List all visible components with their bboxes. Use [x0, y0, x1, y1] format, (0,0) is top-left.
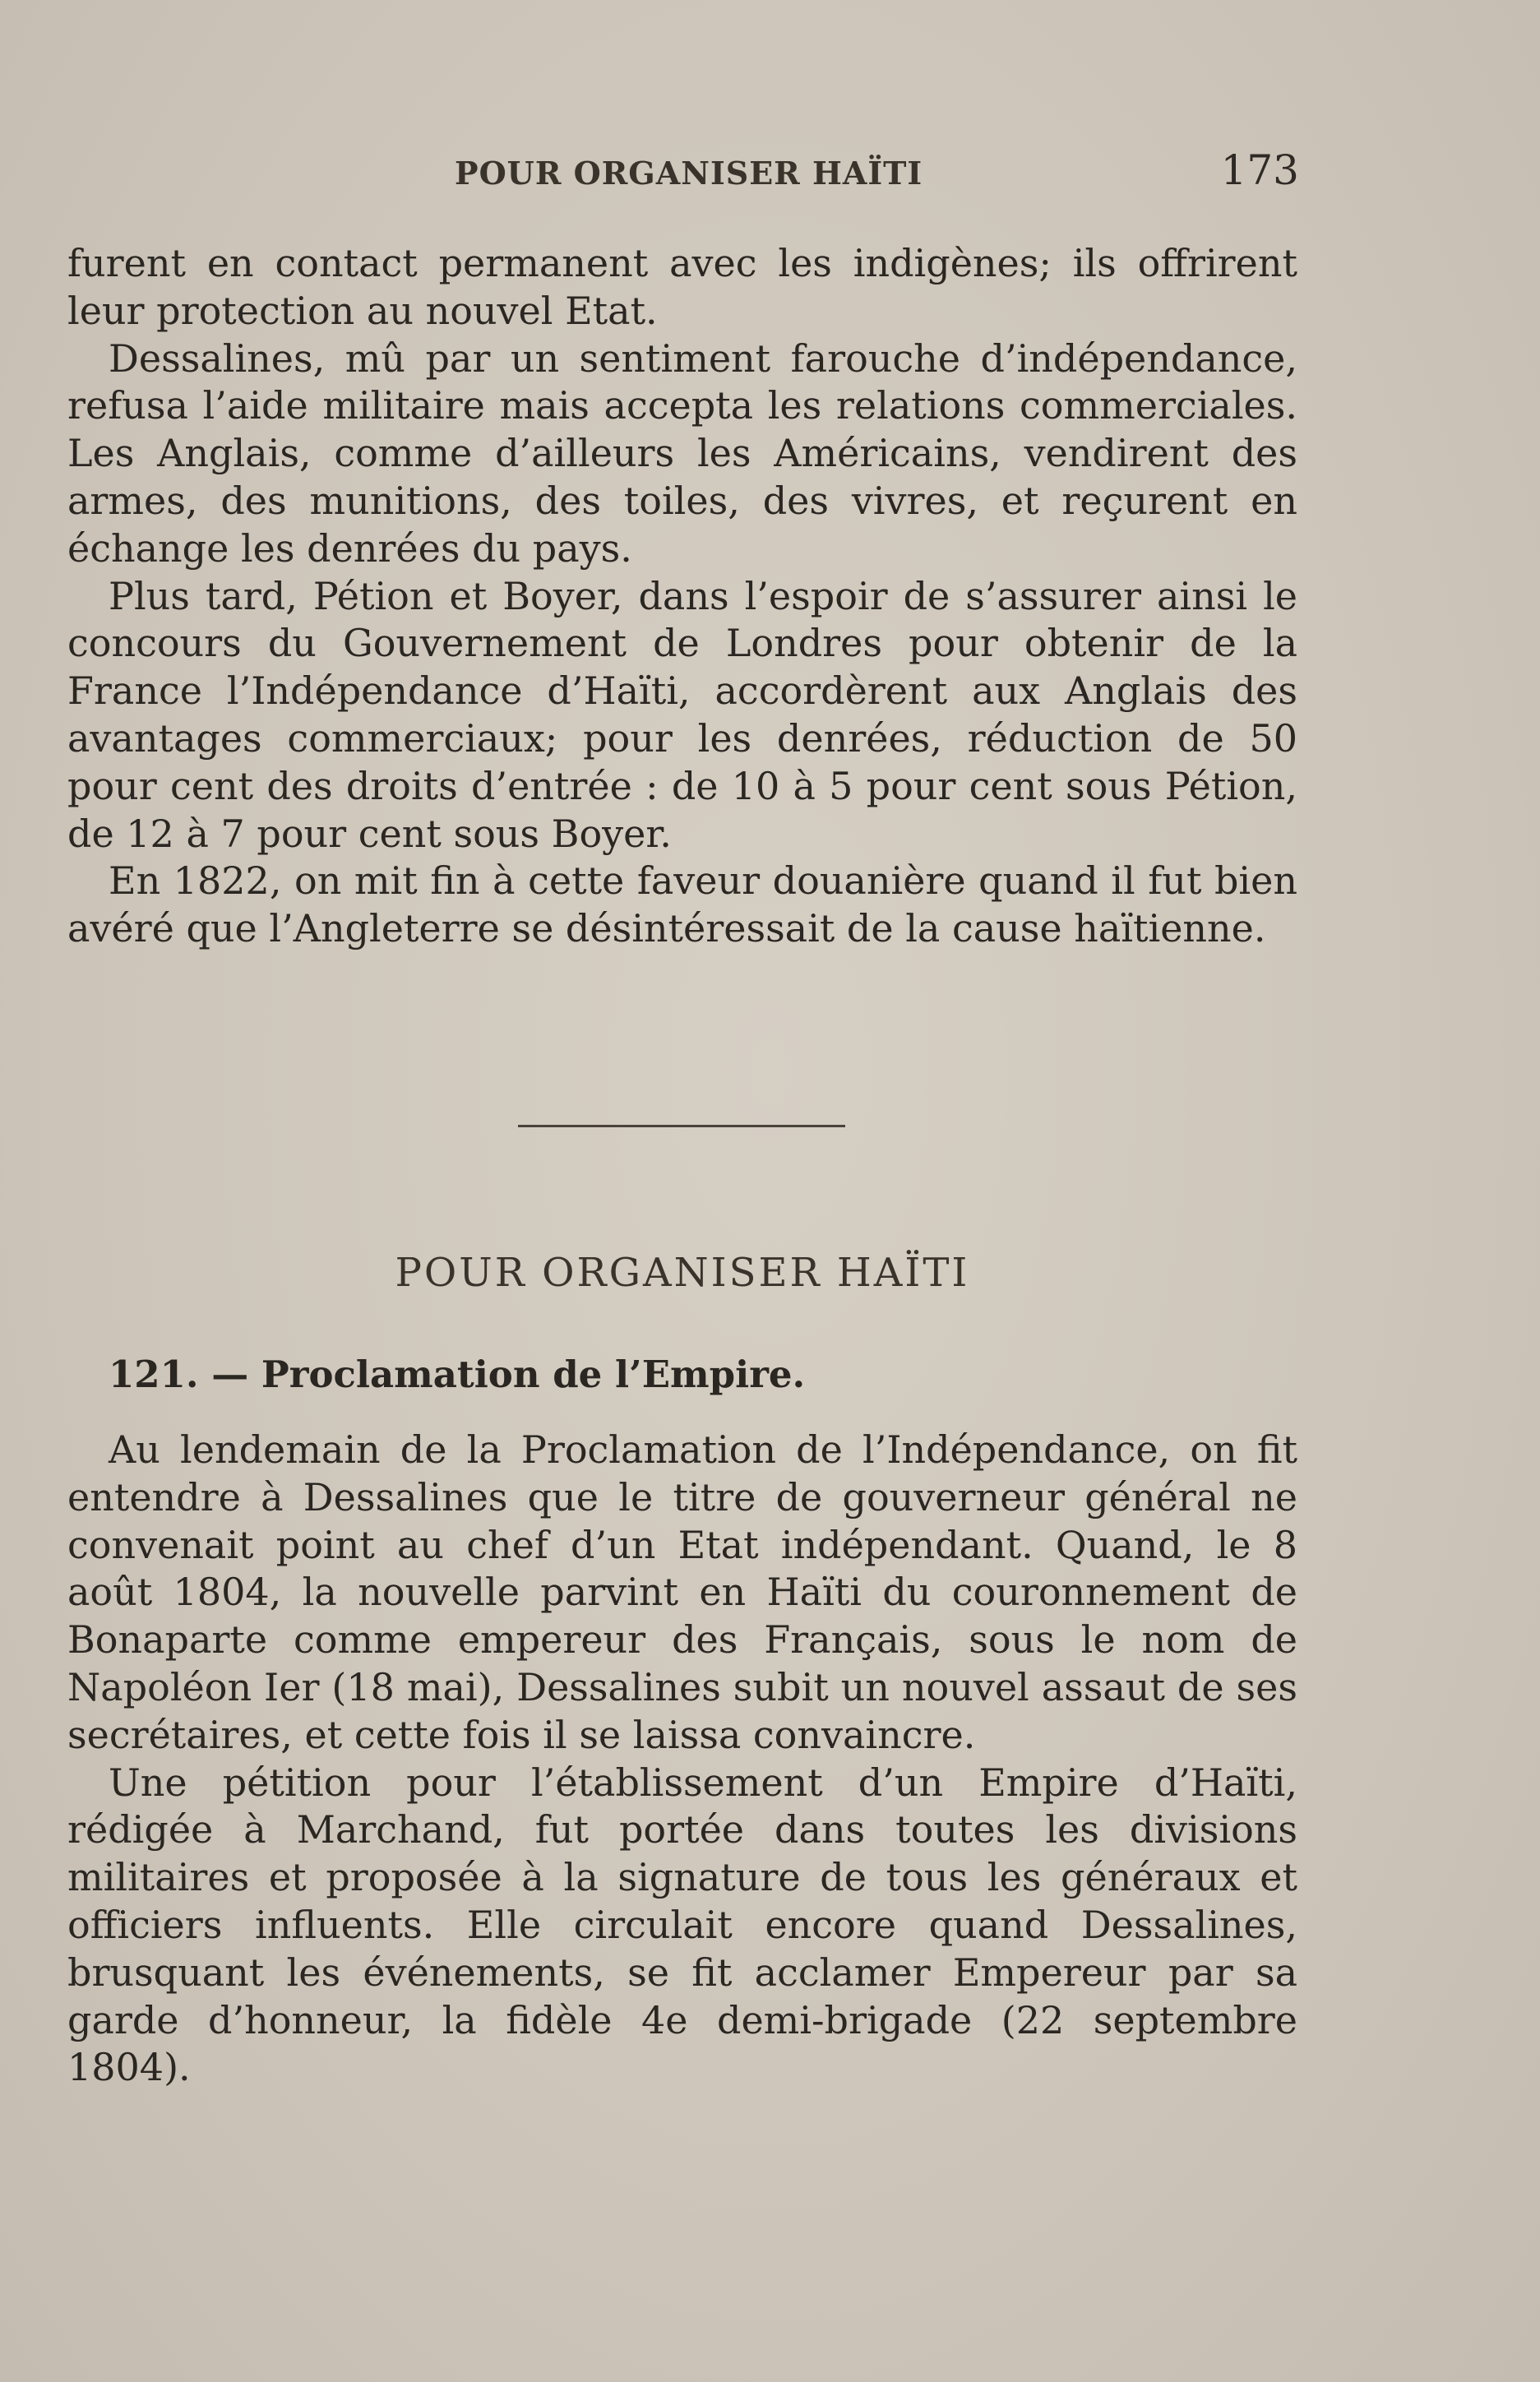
bottom-text-block — [67, 1427, 1297, 2092]
section-divider — [518, 1125, 845, 1127]
subsection-heading: 121. — Proclamation de l’Empire. — [109, 1353, 806, 1396]
running-title: POUR ORGANISER HAÏTI — [455, 155, 923, 192]
section-title: POUR ORGANISER HAÏTI — [395, 1250, 970, 1296]
paragraph: En 1822, on mit fin à cette faveur douanière quand il fut bien avéré que l’Angleterre se désintéressait de la cause haïtienne. — [67, 858, 1297, 951]
paragraph: Une pétition pour l’établissement d’un Empire d’Haïti, rédigée à Marchand, fut portée dans toutes les divisions militaires et proposée à la signature de tous les généraux et officiers influents. Elle circulait encore quand Dessalines, brusquant les événements, se fit acclamer Empereur par sa garde d’honneur, la fidèle 4e demi-brigade (22 septembre 1804). — [67, 1760, 1297, 2090]
paragraph: furent en contact permanent avec les indigènes; ils offrirent leur protection au nouvel Etat. — [67, 241, 1297, 333]
running-header — [66, 146, 1299, 194]
paragraph: Au lendemain de la Proclamation de l’Indépendance, on fit entendre à Dessalines que le titre de gouverneur général ne convenait point au chef d’un Etat indépendant. Quand, le 8 août 1804, la nouvelle parvint en Haïti du couronnement de Bonaparte comme empereur des Français, sous le nom de Napoléon Ier (18 mai), Dessalines subit un nouvel assaut de ses secrétaires, et cette fois il se laissa convaincre. — [67, 1427, 1297, 1757]
page-number: 173 — [1220, 146, 1299, 194]
paragraph: Dessalines, mû par un sentiment farouche d’indépendance, refusa l’aide militaire mais accepta les relations commerciales. Les Anglais, comme d’ailleurs les Américains, vendirent des armes, des munitions, des toiles, des vivres, et reçurent en échange les denrées du pays. — [67, 335, 1297, 571]
paragraph: Plus tard, Pétion et Boyer, dans l’espoir de s’assurer ainsi le concours du Gouvernement de Londres pour obtenir de la France l’Indépendance d’Haïti, accordèrent aux Anglais des avantages commerciaux; pour les denrées, réduction de 50 pour cent des droits d’entrée : de 10 à 5 pour cent sous Pétion, de 12 à 7 pour cent sous Boyer. — [67, 573, 1297, 856]
top-text-block — [67, 240, 1297, 953]
